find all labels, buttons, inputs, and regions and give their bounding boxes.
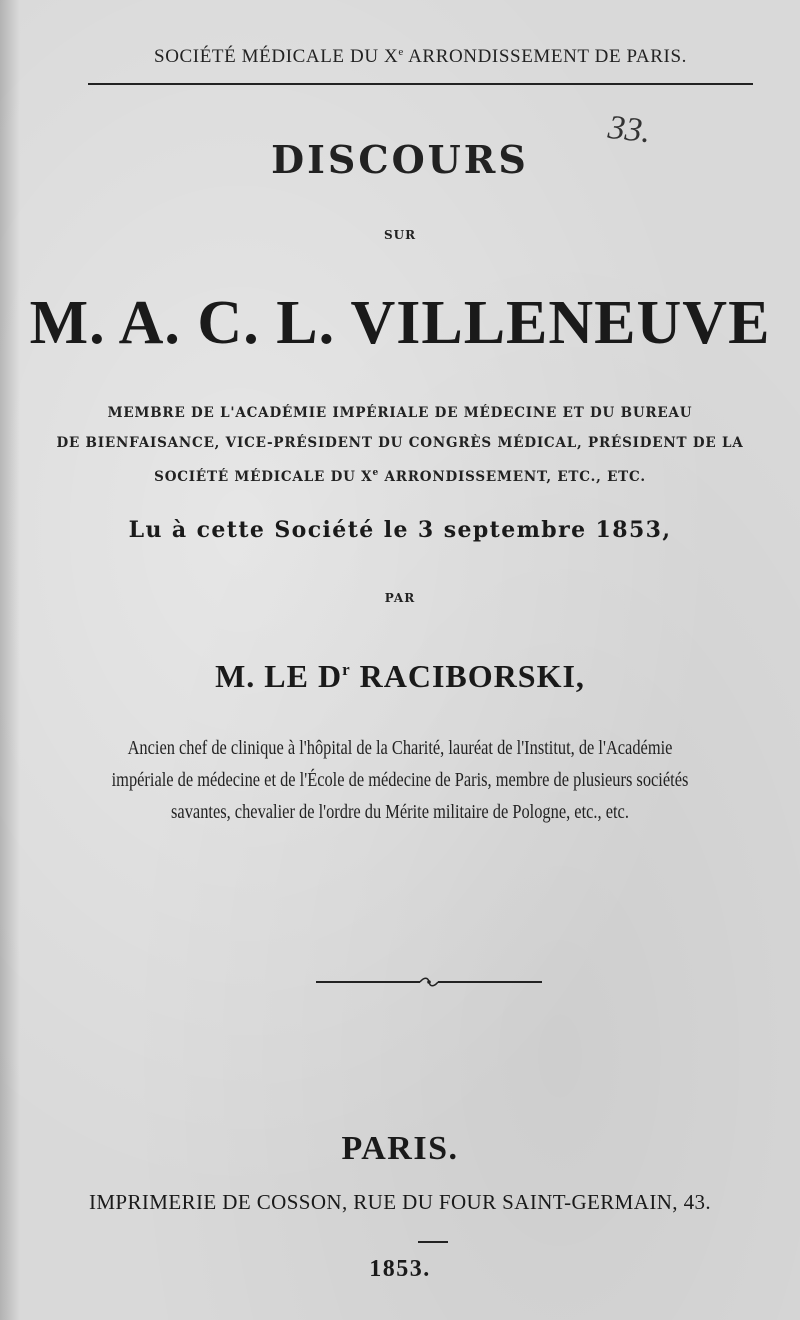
subject-titles-line-3 (0, 458, 800, 492)
imprint-year: 1853. (369, 1256, 431, 1282)
reading-note: Lu à cette Société le 3 septembre 1853, (128, 517, 672, 543)
subject-titles-line-2: DE BIENFAISANCE, VICE-PRÉSIDENT DU CONGRÈS MÉDICAL, PRÉSIDENT DE LA (56, 435, 744, 451)
handwritten-folio-number: 33. (606, 108, 653, 151)
author-name (0, 658, 800, 695)
subject-titles-line-3-superscript: e (372, 468, 379, 478)
society-header-text: SOCIÉTÉ MÉDICALE DU X (154, 46, 399, 67)
author-title-superscript: r (342, 660, 351, 679)
author-name-start: M. LE D (215, 658, 343, 694)
society-header (88, 46, 753, 68)
subject-titles (0, 398, 800, 492)
title-discours: DISCOURS (271, 137, 529, 182)
society-header-text-end: ARRONDISSEMENT DE PARIS. (403, 46, 687, 67)
ornamental-divider (316, 974, 542, 990)
title-sur: SUR (383, 228, 417, 242)
subject-titles-line-3-end: ARRONDISSEMENT, ETC., ETC. (378, 469, 646, 485)
imprint-printer: IMPRIMERIE DE COSSON, RUE DU FOUR SAINT-GERMAIN, 43. (88, 1190, 712, 1214)
author-name-end: RACIBORSKI, (350, 658, 585, 694)
subject-name: M. A. C. L. VILLENEUVE (29, 289, 771, 357)
header-rule (88, 83, 753, 85)
imprint-city: PARIS. (341, 1130, 459, 1167)
subject-titles-line-3-start: SOCIÉTÉ MÉDICALE DU X (154, 469, 373, 485)
by-label: PAR (384, 591, 416, 605)
credentials-line-1: Ancien chef de clinique à l'hôpital de la Charité, lauréat de l'Institut, de l'Académie (127, 737, 673, 759)
credentials-line-2: impériale de médecine et de l'École de médecine de Paris, membre de plusieurs sociétés (111, 769, 689, 791)
year-rule (418, 1241, 448, 1243)
author-credentials (72, 732, 728, 828)
subject-titles-line-1: MEMBRE DE L'ACADÉMIE IMPÉRIALE DE MÉDECINE ET DU BUREAU (107, 405, 693, 421)
credentials-line-3: savantes, chevalier de l'ordre du Mérite militaire de Pologne, etc., etc. (171, 801, 629, 823)
society-header-superscript: e (398, 46, 404, 58)
